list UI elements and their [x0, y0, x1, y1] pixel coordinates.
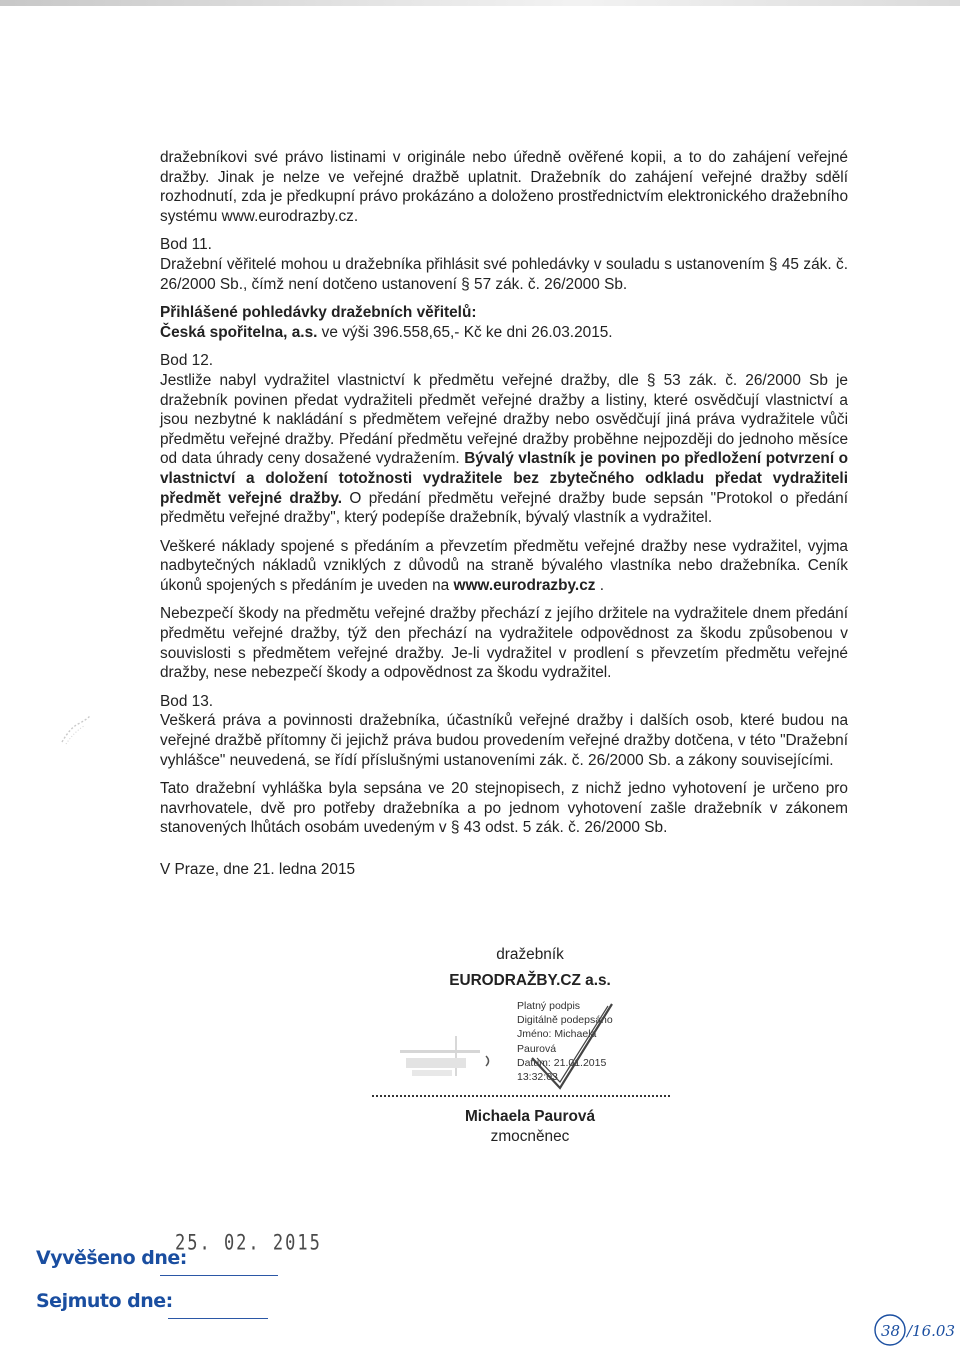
signer-role: dražebník — [496, 946, 564, 963]
svg-text:/16.03: /16.03 — [907, 1322, 955, 1340]
svg-text:38: 38 — [881, 1322, 901, 1340]
place-date: V Praze, dne 21. ledna 2015 — [160, 861, 356, 878]
claim-creditor: Česká spořitelna, a.s. — [160, 323, 318, 341]
posted-date-line — [160, 1275, 278, 1276]
paragraph-risk: Nebezpečí škody na předmětu veřejné dražby přechází z jejího držitele na vydražitele dnem předání předmětu veřejné dražby, týž den přechází na vydražitele odpovědnost za škodu způsobenou v souvislosti s předmětem veřejné dražby. Je-li vydražitel v prodlení s převzetím předmětu veřejné dražby, nese nebezpečí škody a odpovědnost za škodu vydražitel. — [160, 605, 848, 682]
paragraph-handover — [160, 371, 848, 528]
costs-end: . — [595, 576, 605, 594]
paragraph-costs — [160, 537, 848, 596]
paragraph-copies: Tato dražební vyhláška byla sepsána ve 20 stejnopisech, z nichž jedno vyhotovení je určeno pro navrhovatele, dvě pro potřeby dražebníka a po jednom vyhotovení zašle dražebník v zákonem stanovených lhůtách osobám uvedeným v § 43 odst. 5 zák. č. 26/2000 Sb. — [160, 780, 848, 837]
signer-title: zmocněnec — [490, 1128, 570, 1145]
signature-dotted-line — [372, 1093, 670, 1097]
section-heading-12: Bod 12. — [160, 352, 214, 370]
digital-line: 13:32:03 — [517, 1071, 558, 1084]
signer-company: EURODRAŽBY.CZ a.s. — [449, 972, 611, 989]
removed-date-label: Sejmuto dne: — [36, 1290, 173, 1312]
scan-smudge-icon — [56, 712, 96, 748]
digital-line: Paurová — [517, 1042, 557, 1055]
claim-line — [160, 323, 848, 343]
signer-name: Michaela Paurová — [464, 1108, 596, 1125]
digital-line: Datum: 21.01.2015 — [517, 1056, 607, 1069]
digital-line: Digitálně podepsáno — [517, 1014, 613, 1027]
handover-protocol: O předání předmětu veřejné dražby bude sepsán "Protokol o předání předmětu veřejné dražby", který podepíše dražebník, bývalý vlastník a vydražitel. — [160, 489, 849, 527]
scan-top-edge — [0, 0, 960, 6]
digital-line: Jméno: Michaela — [517, 1028, 597, 1041]
paragraph-creditors: Dražební věřitelé mohou u dražebníka přihlásit své pohledávky v souladu s ustanovením § 45 zák. č. 26/2000 Sb., čímž není dotčeno ustanovení § 57 zák. č. 26/2000 Sb. — [160, 255, 848, 293]
section-heading-11: Bod 11. — [160, 236, 212, 254]
costs-link[interactable]: www.eurodrazby.cz — [453, 576, 596, 594]
document-body — [160, 148, 848, 880]
handover-bold: Bývalý vlastník je povinen po předložení potvrzení o vlastnictví a doložení totožnosti vydražitele bez zbytečného odkladu předat vydražiteli předmět veřejné dražby. — [160, 450, 848, 507]
posted-date-label: Vyvěšeno dne: — [36, 1247, 187, 1269]
paragraph-rights: Veškerá práva a povinnosti dražebníka, účastníků veřejné dražby i dalších osob, které budou na veřejné dražbě přítomny či jejichž práva budou provedením veřejné dražby dotčena, v této "Dražební vyhlášce" neuvedená, se řídí příslušnými ustanoveními zák. č. 26/2000 Sb. a zákony souvisejícími. — [160, 712, 848, 769]
handwritten-page-mark — [870, 1310, 956, 1350]
removed-date-line — [168, 1318, 268, 1319]
handover-text: Jestliže nabyl vydražitel vlastnictví k předmětu veřejné dražby, dle § 53 zák. č. 26/2000 Sb je dražebník povinen předat vydražiteli předmět veřejné dražby a listiny, které osvědčují vlastnictví a jsou nezbytné k nakládání s předmětem veřejné dražby nebo osvědčují jiná práva vydražitele vůči předmětu veřejné dražby. Předání předmětu veřejné dražby proběhne nejpozději do jednoho měsíce od data úhrady ceny dosažené vydražením. — [160, 371, 848, 468]
claims-heading: Přihlášené pohledávky dražebních věřitelů: — [160, 304, 477, 322]
costs-text: Veškeré náklady spojené s předáním a převzetím předmětu veřejné dražby nese vydražitel, vyjma nadbytečných nákladů vzniklých z důvodů na straně bývalého vlastníka nebo dražebníka. Ceník úkonů spojených s předáním je uveden na — [160, 537, 848, 594]
posted-date-value: 25. 02. 2015 — [175, 1230, 322, 1256]
claim-detail: ve výši 396.558,65,- Kč ke dni 26.03.2015. — [317, 323, 613, 341]
checkmark-icon — [528, 1000, 618, 1100]
section-heading-13: Bod 13. — [160, 692, 214, 710]
digital-line: Platný podpis — [517, 1000, 581, 1012]
faint-company-stamp — [398, 1036, 502, 1086]
paragraph-preemption: dražebníkovi své právo listinami v originále nebo úředně ověřené kopii, a to do zahájení veřejné dražby. Jinak je nelze ve veřejné dražbě uplatnit. Dražebník do zahájení veřejné dražby sdělí rozhodnutí, zda je předkupní právo prokázáno a doloženo prostřednictvím elektronického dražebního systému www.eurodrazby.cz. — [160, 149, 848, 225]
